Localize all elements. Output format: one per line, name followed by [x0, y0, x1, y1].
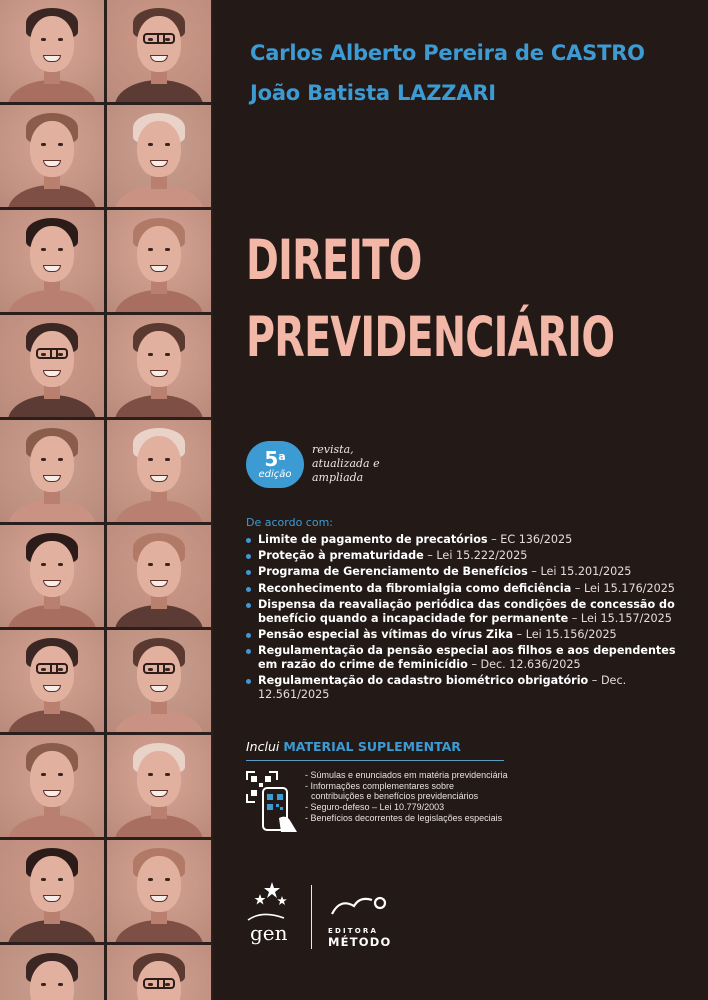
law-item: Programa de Gerenciamento de Benefícios – Lei 15.201/2025	[246, 565, 686, 579]
edition-badge	[246, 441, 304, 488]
law-item: Dispensa da reavaliação periódica das condições de concessão do benefício quando a incapacidade for permanente – Lei 15.157/2025	[246, 598, 686, 626]
law-item: Regulamentação da pensão especial aos filhos e aos dependentes em razão do crime de feminicídio – Dec. 12.636/2025	[246, 644, 686, 672]
supplement-rule	[246, 760, 504, 761]
supplement-includes: Inclui	[246, 739, 280, 754]
book-title	[246, 222, 614, 376]
portrait-photo	[107, 315, 211, 417]
law-item: Reconhecimento da fibromialgia como deficiência – Lei 15.176/2025	[246, 582, 686, 596]
bullet-icon	[246, 538, 251, 543]
according-label: De acordo com:	[246, 516, 333, 529]
bullet-icon	[246, 633, 251, 638]
edition-note: revista, atualizada e ampliada	[312, 443, 380, 484]
supplement-material: MATERIAL SUPLEMENTAR	[283, 739, 461, 754]
portrait-photo	[107, 945, 211, 1000]
bullet-icon	[246, 649, 251, 654]
portrait-photo	[107, 105, 211, 207]
portrait-mosaic	[0, 0, 213, 1000]
law-item: Proteção à prematuridade – Lei 15.222/2025	[246, 549, 686, 563]
portrait-photo	[107, 0, 211, 102]
title-line: PREVIDENCIÁRIO	[246, 305, 615, 369]
portrait-photo	[0, 0, 104, 102]
author-name: João Batista LAZZARI	[250, 81, 496, 105]
gen-stars-logo	[238, 880, 298, 950]
portrait-photo	[0, 420, 104, 522]
law-item: Pensão especial às vítimas do vírus Zika – Lei 15.156/2025	[246, 628, 686, 642]
portrait-photo	[0, 840, 104, 942]
portrait-photo	[107, 210, 211, 312]
supplement-heading	[246, 739, 461, 754]
logo-divider	[311, 885, 312, 949]
supplement-item: - Seguro-defeso – Lei 10.779/2003	[305, 802, 445, 813]
edition-label: edição	[258, 468, 292, 480]
bullet-icon	[246, 679, 251, 684]
editora-text: EDITORA	[328, 927, 379, 935]
portrait-photo	[107, 420, 211, 522]
metodo-text: MÉTODO	[328, 935, 392, 949]
bullet-icon	[246, 554, 251, 559]
authors	[250, 36, 645, 116]
portrait-photo	[0, 315, 104, 417]
portrait-photo	[0, 105, 104, 207]
supplement-item: - Informações complementares sobre	[305, 780, 455, 791]
portrait-photo	[107, 840, 211, 942]
portrait-photo	[0, 735, 104, 837]
law-item: Regulamentação do cadastro biométrico obrigatório – Dec. 12.561/2025	[246, 674, 686, 702]
edition-number: 5	[264, 446, 279, 471]
supplement-item: - Súmulas e enunciados em matéria previdenciária	[305, 770, 508, 780]
supplement-item: - Benefícios decorrentes de legislações especiais	[305, 812, 503, 823]
portrait-photo	[107, 525, 211, 627]
portrait-photo	[0, 630, 104, 732]
bullet-icon	[246, 587, 251, 592]
gen-text: gen	[250, 921, 288, 945]
edition-superscript: a	[278, 449, 286, 463]
portrait-photo	[107, 630, 211, 732]
supplement-item: contribuições e benefícios previdenciários	[311, 791, 479, 802]
supplement-list	[305, 770, 555, 824]
bullet-icon	[246, 570, 251, 575]
law-list	[246, 533, 686, 705]
portrait-photo	[0, 525, 104, 627]
portrait-photo	[0, 945, 104, 1000]
law-item: Limite de pagamento de precatórios – EC 136/2025	[246, 533, 686, 547]
bullet-icon	[246, 603, 251, 608]
portrait-photo	[107, 735, 211, 837]
publisher-name	[328, 927, 391, 949]
author-name: Carlos Alberto Pereira de CASTRO	[250, 41, 645, 65]
portrait-photo	[0, 210, 104, 312]
qr-phone-icon	[245, 770, 305, 836]
title-line: DIREITO	[246, 228, 422, 292]
